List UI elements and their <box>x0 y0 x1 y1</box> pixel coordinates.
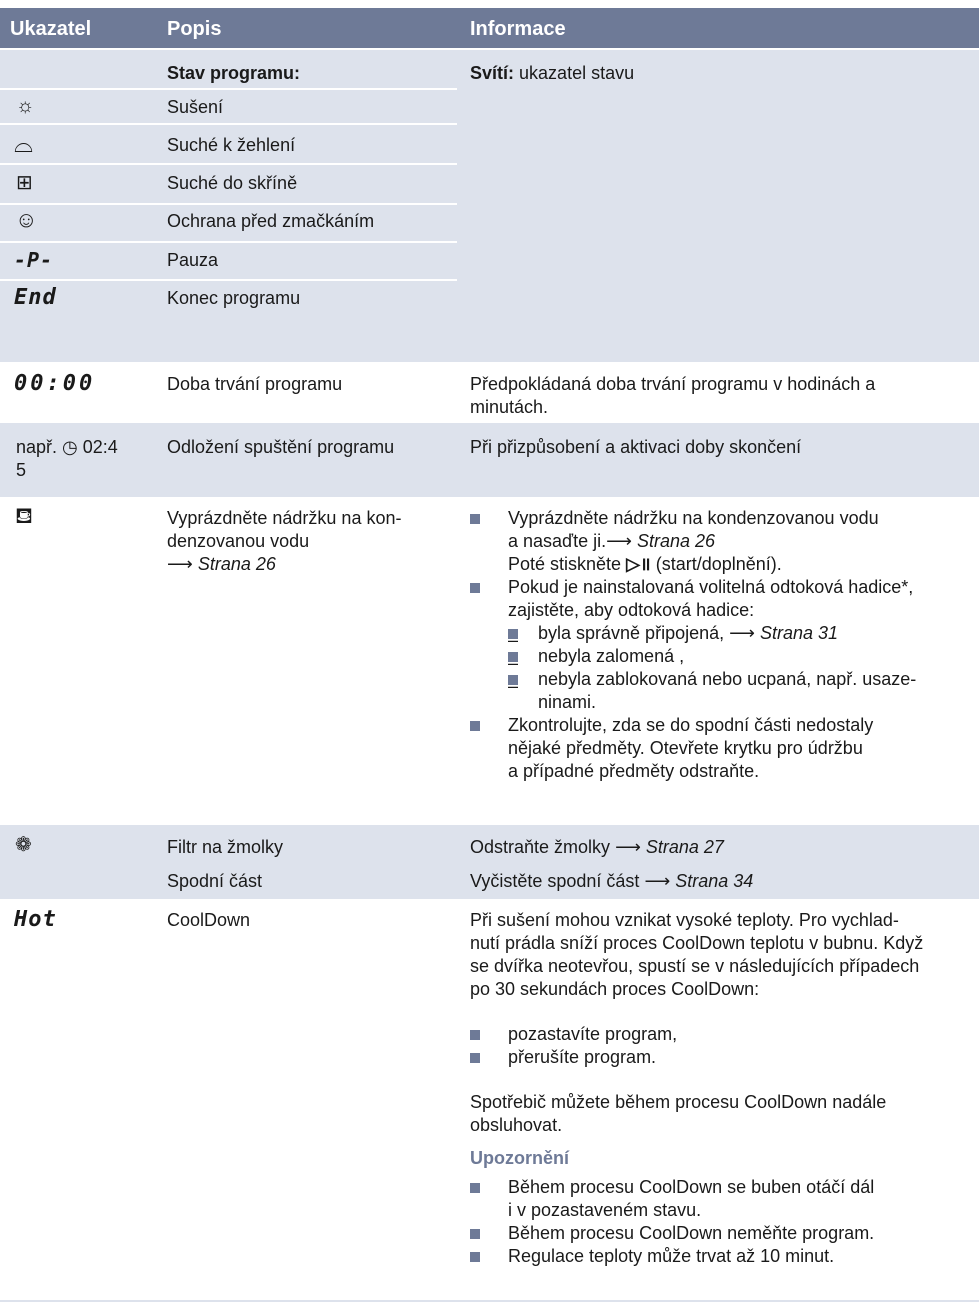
list-item: Zkontrolujte, zda se do spodní části nedostaly nějaké předměty. Otevřete krytku pro údržbu a případné předměty odstraňte. <box>470 714 975 783</box>
stav-item-label: Suché k žehlení <box>167 135 296 155</box>
list-item: – byla správně připojená, ⟶ Strana 31 <box>508 622 975 645</box>
stav-item-label: Ochrana před zmačkáním <box>167 211 375 231</box>
list-item: Během procesu CoolDown se buben otáčí dál i v pozastaveném stavu. <box>470 1176 975 1222</box>
note-title: Upozornění <box>470 1148 569 1168</box>
tank-info <box>470 507 975 783</box>
stav-item-label: Suché do skříně <box>167 173 298 193</box>
water-tank-icon: ⛾ <box>15 503 33 528</box>
iron-icon: ⌓ <box>14 131 33 158</box>
list-item: Regulace teploty může trvat až 10 minut. <box>470 1245 975 1268</box>
cupboard-icon: ⊞ <box>16 172 33 194</box>
duration-display-icon: 00:00 <box>14 371 96 396</box>
header-ukazatel: Ukazatel <box>10 18 92 40</box>
header-informace: Informace <box>470 18 566 40</box>
crease-protection-icon: ☺ <box>15 207 38 232</box>
filter-info-1: Odstraňte žmolky ⟶ Strana 27 <box>470 837 724 857</box>
pause-display-icon: -P- <box>14 248 54 272</box>
filter-label-2: Spodní část <box>167 871 263 891</box>
end-display-icon: End <box>14 285 57 310</box>
stav-item-label: Konec programu <box>167 288 301 308</box>
tank-label: Vyprázdněte nádržku na kon- denzovanou vodu ⟶ Strana 26 <box>167 508 402 574</box>
stav-item-label: Sušení <box>167 97 224 117</box>
list-item: Vyprázdněte nádržku na kondenzovanou vodu a nasaďte ji.⟶ Strana 26 Poté stiskněte ▷॥ (start/doplnění). <box>470 507 975 576</box>
duration-info: Předpokládaná doba trvání programu v hodinách a minutách. <box>470 374 876 417</box>
start-pause-icon: ▷॥ <box>626 554 651 574</box>
list-item: Během procesu CoolDown neměňte program. <box>470 1222 975 1245</box>
list-item: – nebyla zalomená , <box>508 645 975 668</box>
stav-title: Stav programu: <box>167 63 301 83</box>
list-item: Pokud je nainstalovaná volitelná odtoková hadice*, zajistěte, aby odtoková hadice: – byla správně připojená, ⟶ Strana 31 – nebyla zalomená , – nebyla zablokovaná nebo ucpaná, např. usaze- ninami. <box>470 576 975 714</box>
hot-info: Při sušení mohou vznikat vysoké teploty. Pro vychlad- nutí prádla sníží proces CoolDown teplotu v bubnu. Když se dvířka neotevřou, spustí se v následujících případech po 30 sekundách proces CoolDown: pozastavíte program, přerušíte program. Spotřebič můžete během procesu CoolDown nadále obsluhovat. Upozornění Během procesu CoolDown se buben otáčí dál i v pozastaveném stavu. Během procesu CoolDown neměňte program. Regulace teploty může trvat až 10 minut. <box>470 909 975 1268</box>
delay-indicator: např. ◷ 02:4 5 <box>16 437 118 480</box>
stav-item-label: Pauza <box>167 250 219 270</box>
row-stav-bg <box>0 50 979 362</box>
clock-icon: ◷ <box>62 437 78 457</box>
hot-display-icon: Hot <box>14 907 57 932</box>
list-item: pozastavíte program, <box>470 1023 975 1046</box>
filter-label-1: Filtr na žmolky <box>167 837 284 857</box>
duration-label: Doba trvání programu <box>167 374 343 394</box>
list-item: přerušíte program. <box>470 1046 975 1069</box>
hot-label: CoolDown <box>167 910 251 930</box>
filter-info-2: Vyčistěte spodní část ⟶ Strana 34 <box>470 871 754 891</box>
sun-drying-icon: ☼ <box>16 95 35 117</box>
lint-filter-icon: ❁ <box>15 834 32 856</box>
header-popis: Popis <box>167 18 222 40</box>
list-item: – nebyla zablokovaná nebo ucpaná, např. usaze- ninami. <box>508 668 975 714</box>
stav-info: Svítí: ukazatel stavu <box>470 63 635 83</box>
delay-info: Při přizpůsobení a aktivaci doby skončení <box>470 437 802 457</box>
table-header <box>0 8 979 48</box>
delay-label: Odložení spuštění programu <box>167 437 395 457</box>
